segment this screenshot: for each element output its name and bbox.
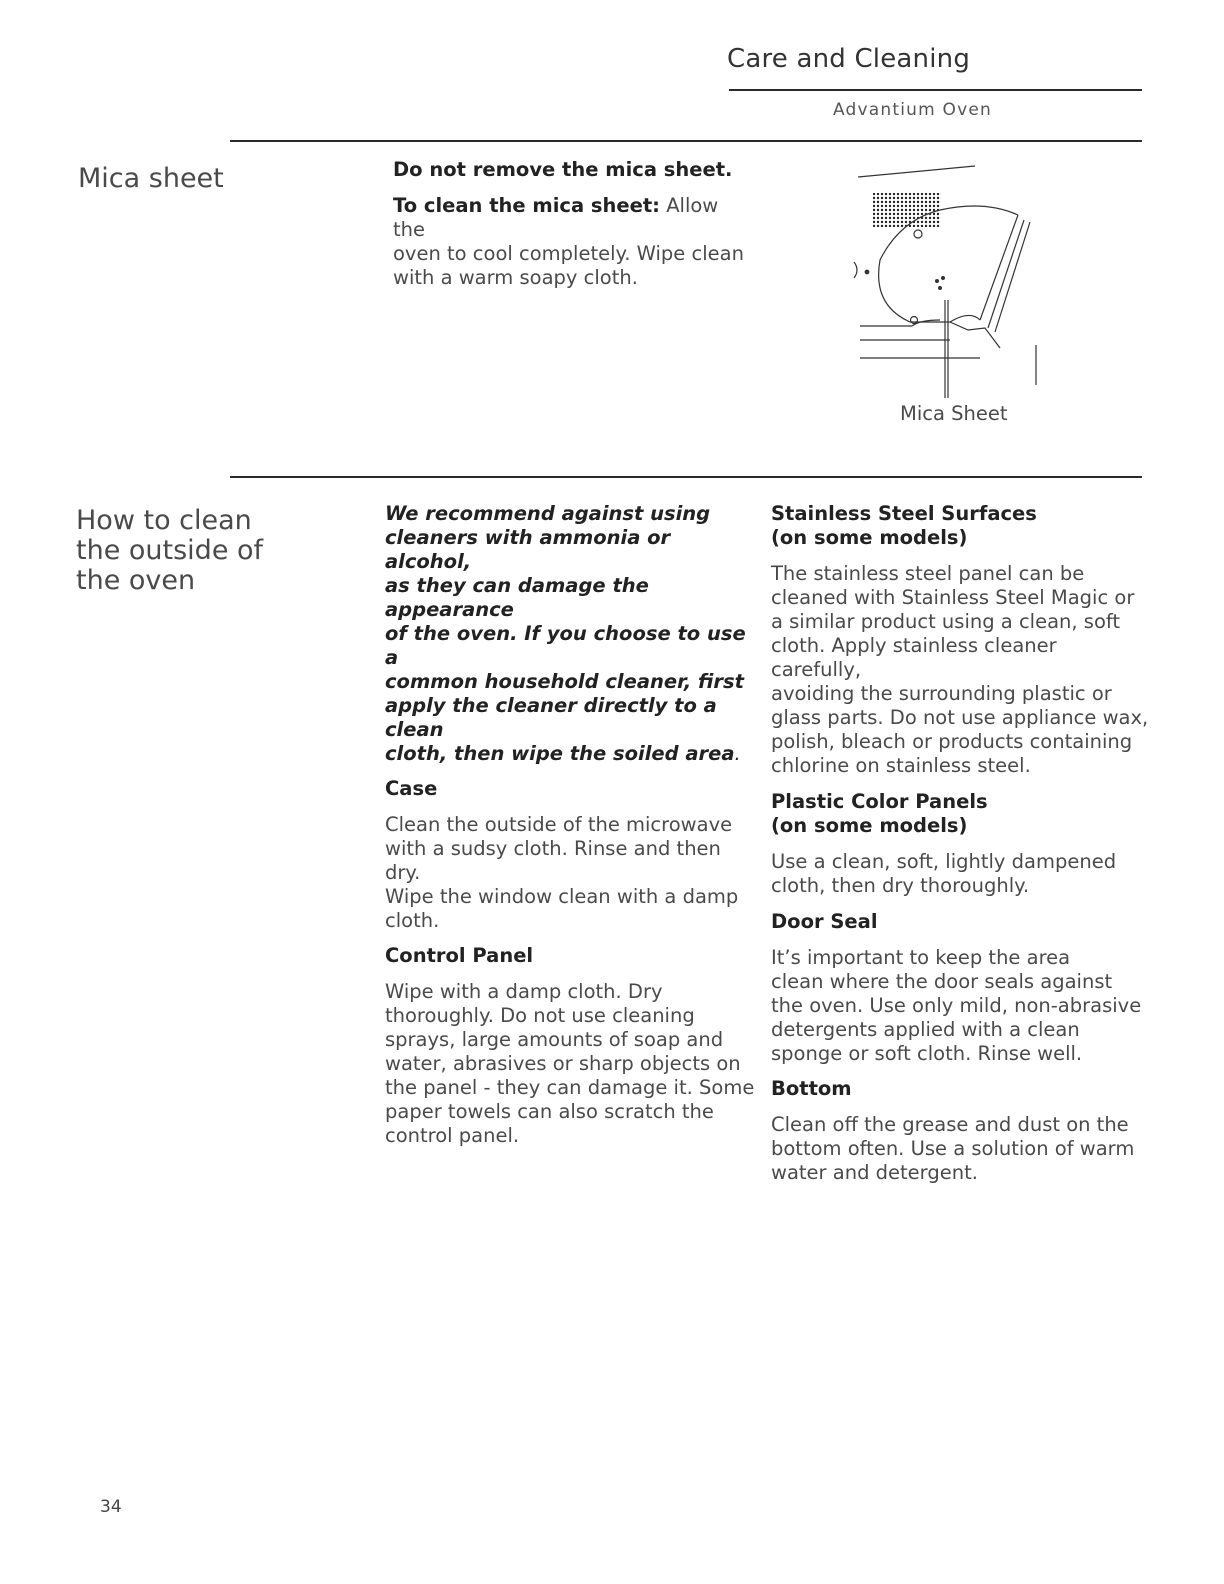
stainless-paragraph bbox=[771, 562, 1151, 778]
stainless-heading bbox=[771, 502, 1151, 550]
stainless-line-7: polish, bleach or products containing bbox=[771, 730, 1133, 753]
plastic-line-2: cloth, then dry thoroughly. bbox=[771, 874, 1030, 897]
stainless-line-2: cleaned with Stainless Steel Magic or bbox=[771, 586, 1135, 609]
door-line-3: the oven. Use only mild, non-abrasive bbox=[771, 994, 1142, 1017]
outside-section-title bbox=[76, 506, 263, 596]
page-section-title: Care and Cleaning bbox=[727, 44, 971, 74]
section-divider-top bbox=[230, 140, 1142, 142]
plastic-heading bbox=[771, 790, 1151, 838]
door-seal-heading: Door Seal bbox=[771, 910, 878, 933]
page-number: 34 bbox=[100, 1497, 122, 1517]
outside-title-line-1: How to clean bbox=[76, 505, 252, 536]
recommend-line-2: cleaners with ammonia or alcohol, bbox=[385, 526, 671, 573]
stainless-heading-line-2: (on some models) bbox=[771, 526, 968, 549]
recommend-period: . bbox=[734, 742, 741, 765]
control-panel-paragraph bbox=[385, 980, 760, 1148]
bottom-line-2: bottom often. Use a solution of warm bbox=[771, 1137, 1135, 1160]
plastic-paragraph bbox=[771, 850, 1151, 898]
outside-title-line-2: the outside of bbox=[76, 535, 264, 566]
plastic-heading-line-1: Plastic Color Panels bbox=[771, 790, 988, 813]
case-line-4: cloth. bbox=[385, 909, 440, 932]
mica-warning: Do not remove the mica sheet. bbox=[393, 158, 733, 181]
control-line-5: the panel - they can damage it. Some bbox=[385, 1076, 755, 1099]
door-line-1: It’s important to keep the area bbox=[771, 946, 1071, 969]
control-panel-heading: Control Panel bbox=[385, 944, 534, 967]
door-line-4: detergents applied with a clean bbox=[771, 1018, 1080, 1041]
mica-clean-text-3: with a warm soapy cloth. bbox=[393, 266, 638, 289]
stainless-heading-line-1: Stainless Steel Surfaces bbox=[771, 502, 1037, 525]
case-line-3: Wipe the window clean with a damp bbox=[385, 885, 739, 908]
case-line-1: Clean the outside of the microwave bbox=[385, 813, 733, 836]
bottom-line-1: Clean off the grease and dust on the bbox=[771, 1113, 1129, 1136]
door-line-2: clean where the door seals against bbox=[771, 970, 1113, 993]
stainless-line-3: a similar product using a clean, soft bbox=[771, 610, 1121, 633]
section-divider-middle bbox=[230, 476, 1142, 478]
case-heading: Case bbox=[385, 777, 438, 800]
control-line-4: water, abrasives or sharp objects on bbox=[385, 1052, 741, 1075]
control-line-7: control panel. bbox=[385, 1124, 520, 1147]
bottom-heading: Bottom bbox=[771, 1077, 852, 1100]
case-line-2: with a sudsy cloth. Rinse and then dry. bbox=[385, 837, 721, 884]
recommendation-note bbox=[385, 502, 760, 766]
mica-clean-text-1: Allow the bbox=[393, 194, 719, 241]
door-line-5: sponge or soft cloth. Rinse well. bbox=[771, 1042, 1083, 1065]
recommend-line-6: apply the cleaner directly to a clean bbox=[385, 694, 717, 741]
bottom-line-3: water and detergent. bbox=[771, 1161, 978, 1184]
outside-title-line-3: the oven bbox=[76, 565, 196, 596]
mica-clean-lead: To clean the mica sheet: bbox=[393, 194, 660, 217]
plastic-line-1: Use a clean, soft, lightly dampened bbox=[771, 850, 1117, 873]
stainless-line-6: glass parts. Do not use appliance wax, bbox=[771, 706, 1149, 729]
recommend-line-5: common household cleaner, first bbox=[385, 670, 744, 693]
mica-instructions bbox=[393, 158, 753, 290]
recommend-line-3: as they can damage the appearance bbox=[385, 574, 649, 621]
stainless-line-4: cloth. Apply stainless cleaner carefully, bbox=[771, 634, 1057, 681]
outside-column-right bbox=[771, 502, 1151, 1185]
bottom-paragraph bbox=[771, 1113, 1151, 1185]
product-subtitle: Advantium Oven bbox=[833, 100, 992, 120]
control-line-1: Wipe with a damp cloth. Dry bbox=[385, 980, 663, 1003]
plastic-heading-line-2: (on some models) bbox=[771, 814, 968, 837]
mica-section-title: Mica sheet bbox=[78, 163, 224, 194]
stainless-line-5: avoiding the surrounding plastic or bbox=[771, 682, 1112, 705]
header-rule bbox=[729, 89, 1142, 91]
mica-clean-paragraph bbox=[393, 194, 753, 290]
case-paragraph bbox=[385, 813, 760, 933]
outside-column-left bbox=[385, 502, 760, 1148]
mica-clean-text-2: oven to cool completely. Wipe clean bbox=[393, 242, 744, 265]
stainless-line-8: chlorine on stainless steel. bbox=[771, 754, 1031, 777]
control-line-6: paper towels can also scratch the bbox=[385, 1100, 714, 1123]
control-line-3: sprays, large amounts of soap and bbox=[385, 1028, 724, 1051]
stainless-line-1: The stainless steel panel can be bbox=[771, 562, 1085, 585]
mica-sheet-figure-label: Mica Sheet bbox=[900, 402, 1008, 425]
recommend-line-7: cloth, then wipe the soiled area bbox=[385, 742, 735, 765]
control-line-2: thoroughly. Do not use cleaning bbox=[385, 1004, 695, 1027]
door-seal-paragraph bbox=[771, 946, 1151, 1066]
mica-sheet-illustration bbox=[840, 160, 1040, 400]
recommend-line-4: of the oven. If you choose to use a bbox=[385, 622, 746, 669]
recommend-line-1: We recommend against using bbox=[385, 502, 711, 525]
